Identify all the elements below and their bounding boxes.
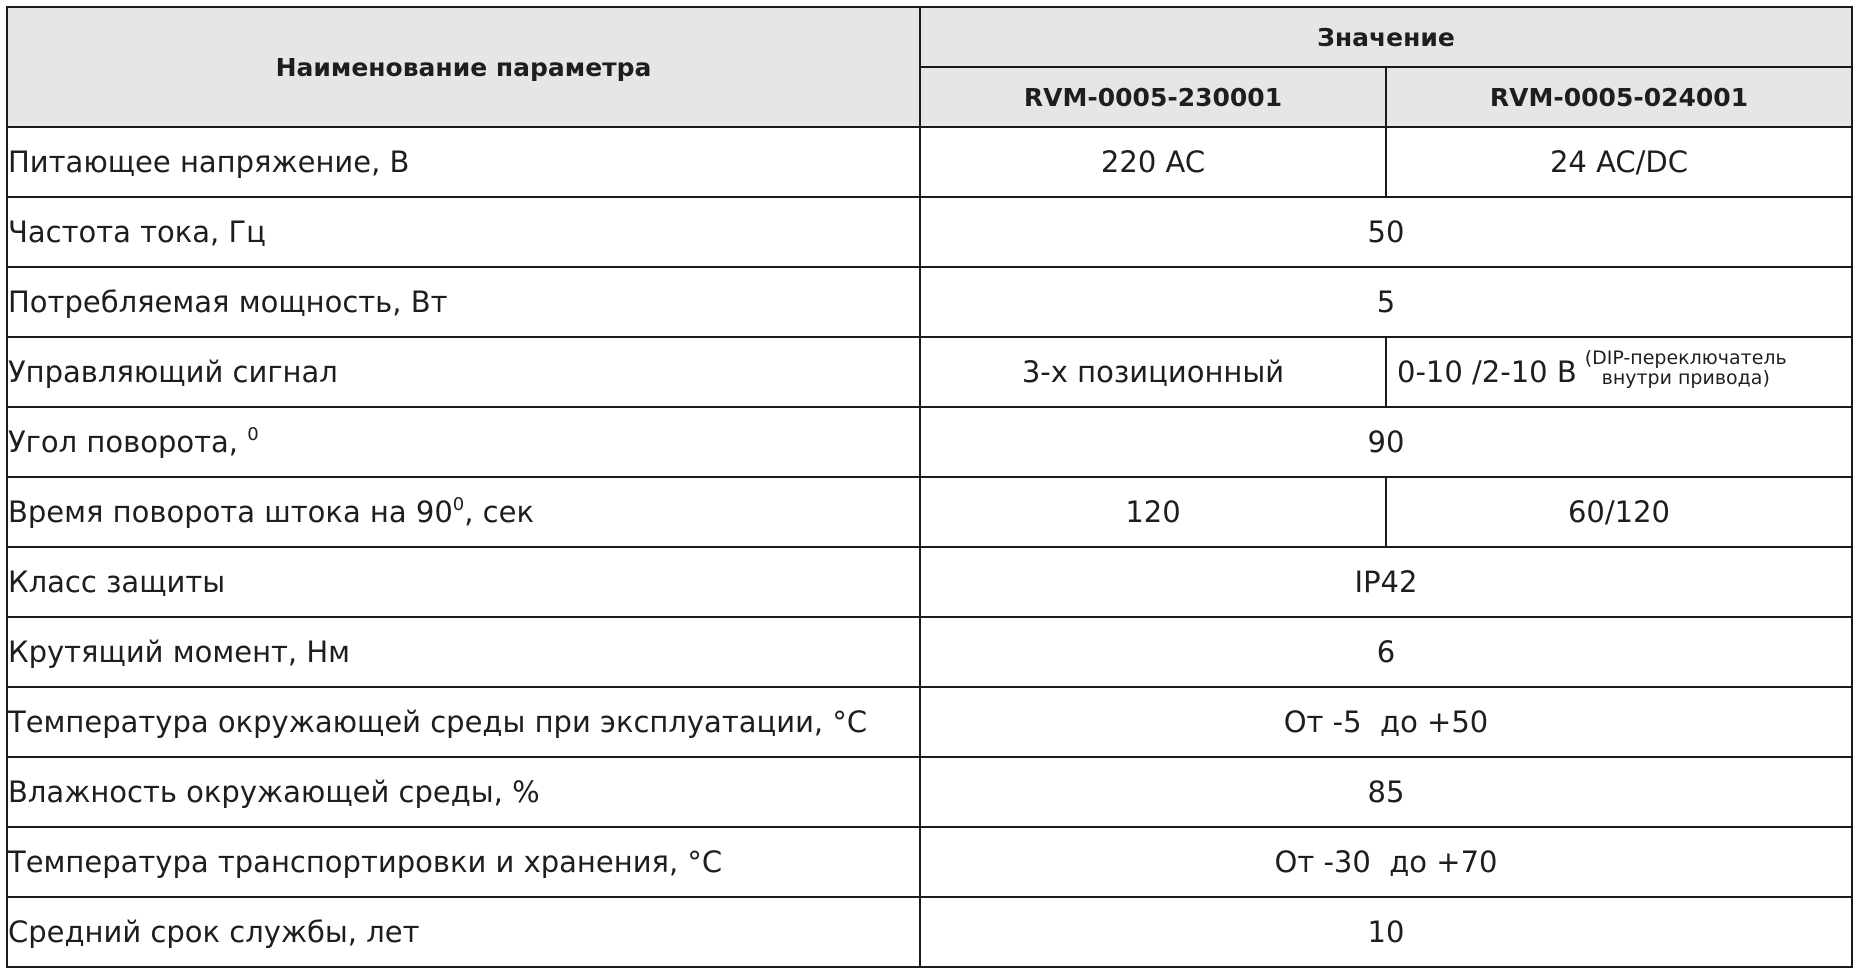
table-row (7, 827, 1852, 897)
param-name: Температура окружающей среды при эксплуатации, °С (7, 687, 920, 757)
table-row (7, 617, 1852, 687)
value-model-b: 24 AC/DC (1386, 127, 1852, 197)
value-note (1585, 348, 1787, 388)
table-row (7, 547, 1852, 617)
param-name: Класс защиты (7, 547, 920, 617)
signal-value-group (1387, 347, 1851, 392)
table-row (7, 757, 1852, 827)
value-model-a: 120 (920, 477, 1386, 547)
value-model-b: 60/120 (1386, 477, 1852, 547)
param-name: Крутящий момент, Нм (7, 617, 920, 687)
header-model-a: RVM-0005-230001 (920, 67, 1386, 127)
param-name-tail: , сек (464, 495, 534, 529)
degree-superscript: 0 (452, 494, 465, 515)
value-common: 6 (920, 617, 1852, 687)
spec-table (6, 6, 1853, 968)
param-name: Влажность окружающей среды, % (7, 757, 920, 827)
value-note-line-1: (DIP-переключатель (1584, 347, 1787, 369)
table-row (7, 267, 1852, 337)
table-row (7, 197, 1852, 267)
table-row (7, 897, 1852, 967)
table-row (7, 127, 1852, 197)
value-model-b: 0-10 /2-10 В (1397, 355, 1577, 389)
value-model-a: 3-х позиционный (920, 337, 1386, 407)
table-row (7, 687, 1852, 757)
param-name-cell (7, 407, 920, 477)
table-row (7, 477, 1852, 547)
value-common: 10 (920, 897, 1852, 967)
value-common: 85 (920, 757, 1852, 827)
param-name: Угол поворота, (8, 425, 248, 459)
param-name: Потребляемая мощность, Вт (7, 267, 920, 337)
param-name: Питающее напряжение, В (7, 127, 920, 197)
param-name: Средний срок службы, лет (7, 897, 920, 967)
value-common: IP42 (920, 547, 1852, 617)
header-row-1 (7, 7, 1852, 67)
param-name-cell (7, 477, 920, 547)
value-common: 5 (920, 267, 1852, 337)
value-common: 50 (920, 197, 1852, 267)
value-note-line-2: внутри привода) (1601, 367, 1770, 389)
value-common: 90 (920, 407, 1852, 477)
value-common: От -5 до +50 (920, 687, 1852, 757)
param-name: Температура транспортировки и хранения, °С (7, 827, 920, 897)
table-row (7, 337, 1852, 407)
header-param-name: Наименование параметра (7, 7, 920, 127)
value-common: От -30 до +70 (920, 827, 1852, 897)
param-name: Управляющий сигнал (7, 337, 920, 407)
header-value: Значение (920, 7, 1852, 67)
degree-superscript: 0 (247, 424, 259, 445)
value-model-a: 220 AC (920, 127, 1386, 197)
param-name: Время поворота штока на 90 (8, 495, 453, 529)
header-model-b: RVM-0005-024001 (1386, 67, 1852, 127)
table-row (7, 407, 1852, 477)
value-model-b-cell (1386, 337, 1852, 407)
param-name: Частота тока, Гц (7, 197, 920, 267)
